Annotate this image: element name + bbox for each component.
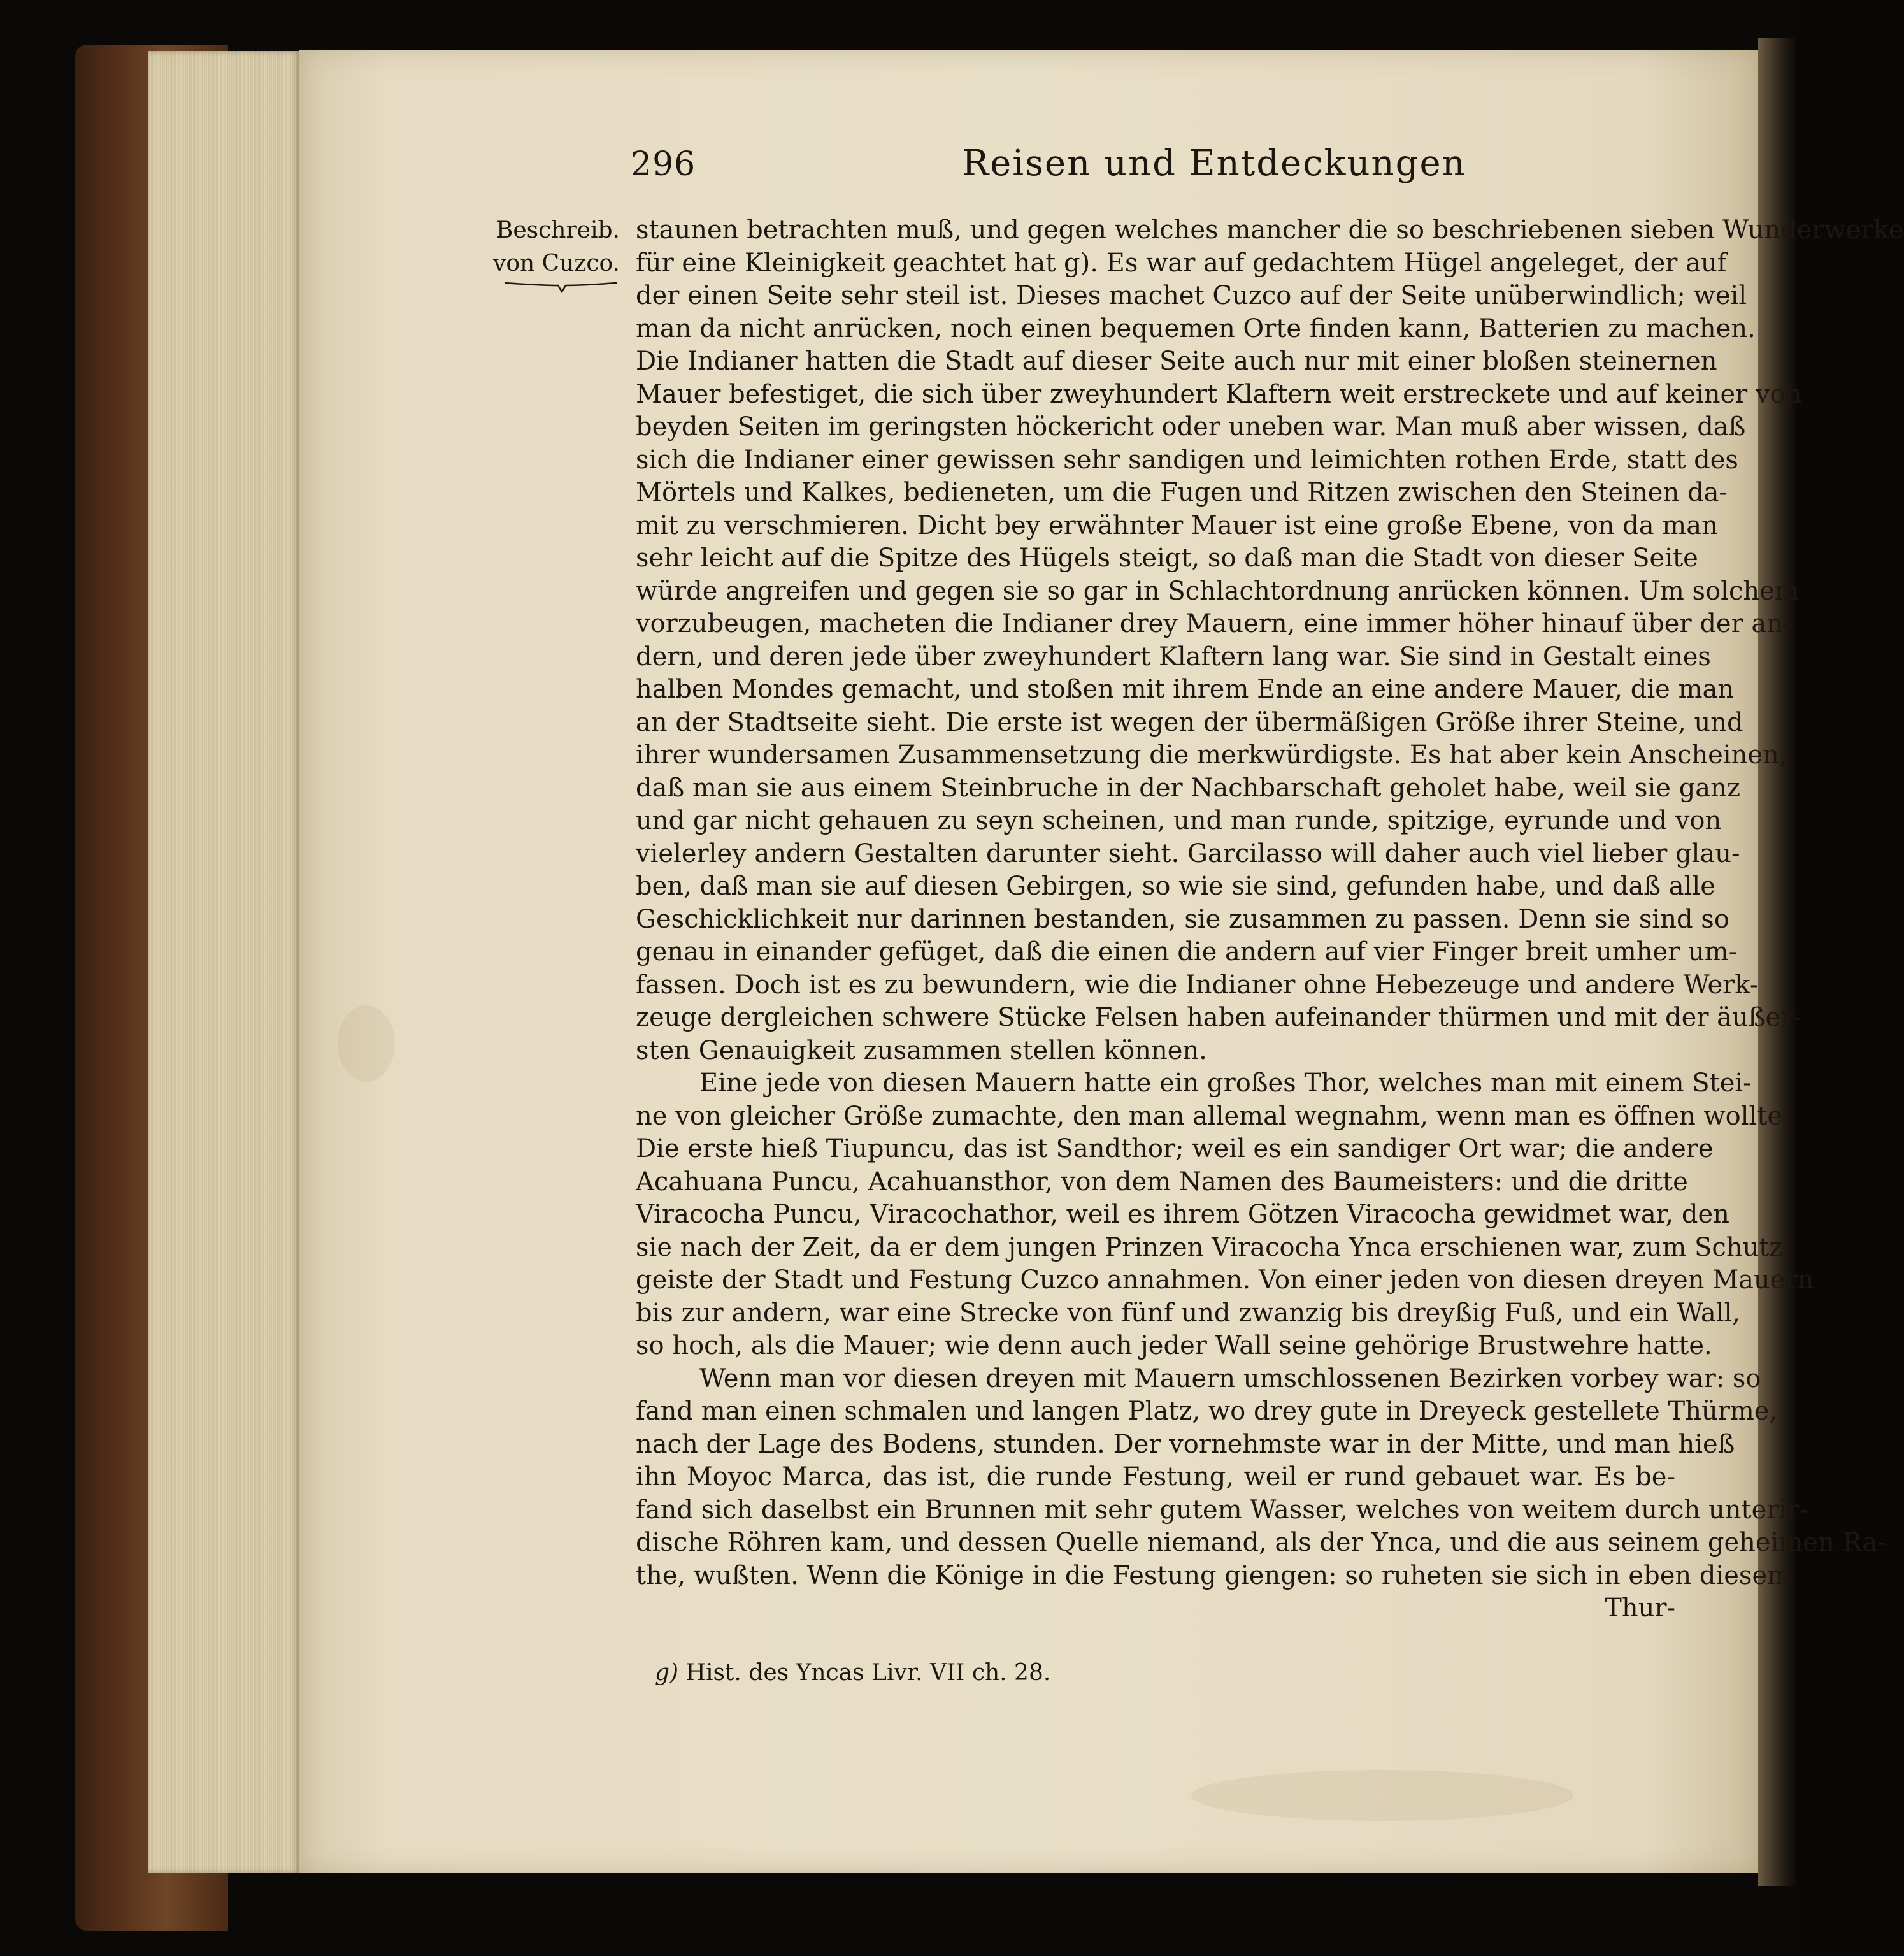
text-line: Die Indianer hatten die Stadt auf dieser Seite auch nur mit einer bloßen steinernen [636,347,1717,376]
main-text [636,214,1904,1625]
text-line: vielerley andern Gestalten darunter sieht. Garcilasso will daher auch viel lieber glau- [636,838,1740,868]
text-line: daß man sie aus einem Steinbruche in der Nachbarschaft geholet habe, weil sie ganz [636,773,1740,803]
text-line: beyden Seiten im geringsten höckericht oder uneben war. Man muß aber wissen, daß [636,412,1746,442]
text-line: fand sich daselbst ein Brunnen mit sehr gutem Wasser, welches von weitem durch unterir- [636,1495,1808,1525]
text-line: Die erste hieß Tiupuncu, das ist Sandthor; weil es ein sandiger Ort war; die andere [636,1134,1714,1163]
text-line: the, wußten. Wenn die Könige in die Festung giengen: so ruheten sie sich in eben diesem [636,1560,1792,1590]
footnote-text: Hist. des Yncas Livr. VII ch. 28. [685,1660,1051,1686]
footnote-marker: g) [655,1660,679,1686]
footnote [655,1660,1050,1686]
paragraph [636,1363,1886,1593]
text-line: zeuge dergleichen schwere Stücke Felsen haben aufeinander thürmen und mit der äußer- [636,1003,1801,1032]
text-line: mit zu verschmieren. Dicht bey erwähnter Mauer ist eine große Ebene, von da man [636,510,1718,540]
text-line: dische Röhren kam, und dessen Quelle niemand, als der Ynca, und die aus seinem geheimen Ra- [636,1528,1886,1557]
text-line: und gar nicht gehauen zu seyn scheinen, und man runde, spitzige, eyrunde und von [636,806,1722,835]
text-line: für eine Kleinigkeit geachtet hat g). Es war auf gedachtem Hügel angeleget, der auf [636,248,1727,278]
text-line: man da nicht anrücken, noch einen bequemen Orte finden kann, Batterien zu machen. [636,313,1756,343]
text-line: würde angreifen und gegen sie so gar in Schlachtordnung anrücken können. Um solchem [636,576,1799,606]
paragraph [636,214,1904,1067]
text-line: fand man einen schmalen und langen Platz, wo drey gute in Dreyeck gestellete Thürme, [636,1397,1778,1426]
text-line: sehr leicht auf die Spitze des Hügels steigt, so daß man die Stadt von dieser Seite [636,543,1698,573]
text-line: Mörtels und Kalkes, bedieneten, um die Fugen und Ritzen zwischen den Steinen da- [636,478,1728,507]
text-line: vorzubeugen, macheten die Indianer drey Mauern, eine immer höher hinauf über der an- [636,609,1792,638]
text-line: ne von gleicher Größe zumachte, den man allemal wegnahm, wenn man es öffnen wollte. [636,1101,1791,1131]
text-line: fassen. Doch ist es zu bewundern, wie die Indianer ohne Hebezeuge und andere Werk- [636,970,1759,1000]
text-line: geiste der Stadt und Festung Cuzco annahmen. Von einer jeden von diesen dreyen Mauern [636,1265,1814,1295]
text-line: so hoch, als die Mauer; wie denn auch jeder Wall seine gehörige Brustwehre hatte. [636,1331,1712,1360]
text-line: ben, daß man sie auf diesen Gebirgen, so wie sie sind, gefunden habe, und daß alle [636,872,1715,901]
text-line: bis zur andern, war eine Strecke von fünf und zwanzig bis dreyßig Fuß, und ein Wall, [636,1298,1741,1328]
text-line: Mauer befestiget, die sich über zweyhundert Klaftern weit erstreckete und auf keiner von [636,379,1802,409]
margin-note-line: Beschreib. [496,217,620,243]
text-line: nach der Lage des Bodens, stunden. Der vornehmste war in der Mitte, und man hieß [636,1429,1735,1459]
text-line: halben Mondes gemacht, und stoßen mit ihrem Ende an eine andere Mauer, die man [636,675,1735,704]
text-line: sten Genauigkeit zusammen stellen können. [636,1035,1207,1065]
text-line: ihrer wundersamen Zusammensetzung die merkwürdigste. Es hat aber kein Anscheinen, [636,740,1787,770]
margin-note-line: von Cuzco. [493,250,620,277]
text-line: Geschicklichkeit nur darinnen bestanden, sie zusammen zu passen. Denn sie sind so [636,904,1729,934]
paragraph [636,1067,1814,1363]
text-line: sie nach der Zeit, da er dem jungen Prinzen Viracocha Ynca erschienen war, zum Schutz- [636,1232,1792,1262]
text-line: sich die Indianer einer gewissen sehr sandigen und leimichten rothen Erde, statt des [636,445,1738,475]
text-line: ihn Moyoc Marca, das ist, die runde Festung, weil er rund gebauet war. Es be- [636,1462,1675,1492]
text-line: Wenn man vor diesen dreyen mit Mauern umschlossenen Bezirken vorbey war: so [699,1363,1761,1393]
page-number: 296 [631,145,696,183]
text-line: genau in einander gefüget, daß die einen die andern auf vier Finger breit umher um- [636,937,1738,967]
margin-note [476,214,620,280]
margin-brace-icon [503,280,618,293]
text-line: an der Stadtseite sieht. Die erste ist wegen der übermäßigen Größe ihrer Steine, und [636,707,1743,737]
text-line: Viracocha Puncu, Viracochathor, weil es ihrem Götzen Viracocha gewidmet war, den [636,1200,1729,1229]
text-line: dern, und deren jede über zweyhundert Klaftern lang war. Sie sind in Gestalt eines [636,642,1711,672]
text-line: Acahuana Puncu, Acahuansthor, von dem Namen des Baumeisters: und die dritte [636,1167,1688,1197]
text-line: der einen Seite sehr steil ist. Dieses machet Cuzco auf der Seite unüberwindlich; weil [636,281,1747,310]
text-line: Eine jede von diesen Mauern hatte ein großes Thor, welches man mit einem Stei- [699,1068,1752,1098]
running-title: Reisen und Entdeckungen [962,143,1466,184]
catchword: Thur- [1605,1593,1675,1623]
text-line: staunen betrachten muß, und gegen welches mancher die so beschriebenen sieben Wunderwerke [636,215,1904,245]
